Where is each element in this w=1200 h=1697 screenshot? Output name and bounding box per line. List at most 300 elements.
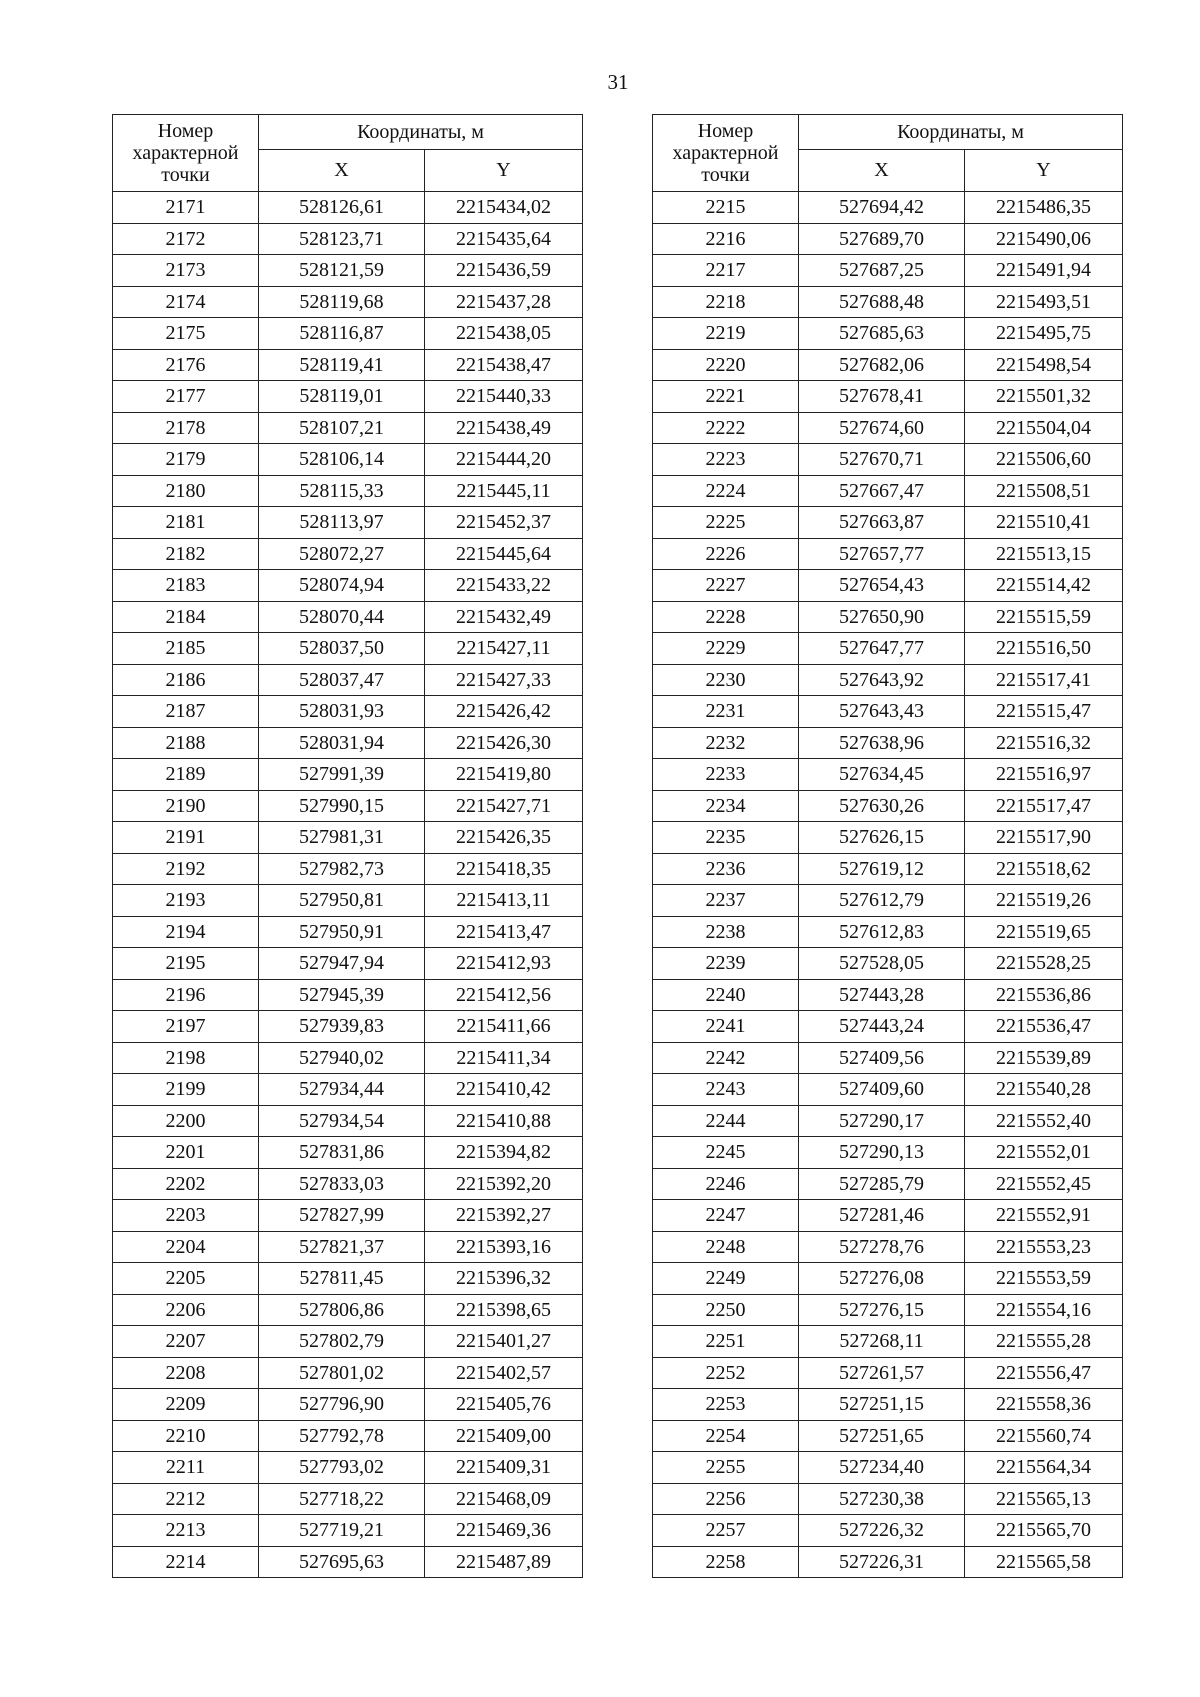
point-number-cell: 2217	[653, 255, 799, 287]
x-coordinate-cell: 527226,32	[799, 1515, 965, 1547]
point-number-cell: 2184	[113, 601, 259, 633]
y-coordinate-cell: 2215392,20	[425, 1168, 583, 1200]
x-coordinate-cell: 527945,39	[259, 979, 425, 1011]
y-coordinate-cell: 2215401,27	[425, 1326, 583, 1358]
x-coordinate-cell: 527694,42	[799, 192, 965, 224]
table-row	[113, 1326, 583, 1358]
x-coordinate-cell: 527831,86	[259, 1137, 425, 1169]
y-coordinate-cell: 2215556,47	[965, 1357, 1123, 1389]
x-coordinate-cell: 527689,70	[799, 223, 965, 255]
y-coordinate-cell: 2215540,28	[965, 1074, 1123, 1106]
y-coordinate-cell: 2215437,28	[425, 286, 583, 318]
point-number-cell: 2206	[113, 1294, 259, 1326]
point-number-cell: 2243	[653, 1074, 799, 1106]
x-coordinate-cell: 527792,78	[259, 1420, 425, 1452]
x-coordinate-cell: 527688,48	[799, 286, 965, 318]
table-row	[653, 475, 1123, 507]
y-coordinate-cell: 2215514,42	[965, 570, 1123, 602]
table-row	[113, 255, 583, 287]
x-coordinate-cell: 527718,22	[259, 1483, 425, 1515]
x-header: X	[259, 150, 425, 192]
point-number-cell: 2235	[653, 822, 799, 854]
table-row	[113, 822, 583, 854]
table-row	[653, 1137, 1123, 1169]
table-row	[653, 790, 1123, 822]
point-number-cell: 2213	[113, 1515, 259, 1547]
x-coordinate-cell: 527443,28	[799, 979, 965, 1011]
table-row	[113, 1357, 583, 1389]
y-coordinate-cell: 2215560,74	[965, 1420, 1123, 1452]
table-row	[113, 853, 583, 885]
point-number-cell: 2258	[653, 1546, 799, 1578]
point-number-cell: 2251	[653, 1326, 799, 1358]
x-coordinate-cell: 528119,01	[259, 381, 425, 413]
table-row	[113, 664, 583, 696]
table-row	[653, 853, 1123, 885]
table-row	[653, 1105, 1123, 1137]
x-coordinate-cell: 527981,31	[259, 822, 425, 854]
table-row	[113, 570, 583, 602]
coordinates-header: Координаты, м	[259, 115, 583, 150]
y-coordinate-cell: 2215411,66	[425, 1011, 583, 1043]
point-number-cell: 2178	[113, 412, 259, 444]
point-number-cell: 2240	[653, 979, 799, 1011]
table-row	[113, 1137, 583, 1169]
y-coordinate-cell: 2215412,56	[425, 979, 583, 1011]
y-coordinate-cell: 2215501,32	[965, 381, 1123, 413]
x-coordinate-cell: 527409,60	[799, 1074, 965, 1106]
point-number-cell: 2195	[113, 948, 259, 980]
table-row	[113, 349, 583, 381]
y-coordinate-cell: 2215427,71	[425, 790, 583, 822]
point-number-cell: 2194	[113, 916, 259, 948]
y-coordinate-cell: 2215434,02	[425, 192, 583, 224]
y-coordinate-cell: 2215516,97	[965, 759, 1123, 791]
table-row	[653, 1326, 1123, 1358]
y-coordinate-cell: 2215515,47	[965, 696, 1123, 728]
point-number-cell: 2224	[653, 475, 799, 507]
point-number-cell: 2226	[653, 538, 799, 570]
y-coordinate-cell: 2215392,27	[425, 1200, 583, 1232]
point-number-cell: 2212	[113, 1483, 259, 1515]
point-number-cell: 2204	[113, 1231, 259, 1263]
y-coordinate-cell: 2215552,01	[965, 1137, 1123, 1169]
table-row	[113, 475, 583, 507]
point-number-cell: 2198	[113, 1042, 259, 1074]
y-coordinate-cell: 2215495,75	[965, 318, 1123, 350]
table-row	[653, 286, 1123, 318]
table-row	[653, 1452, 1123, 1484]
x-coordinate-cell: 527528,05	[799, 948, 965, 980]
table-row	[653, 507, 1123, 539]
point-number-cell: 2205	[113, 1263, 259, 1295]
point-number-cell: 2233	[653, 759, 799, 791]
table-row	[113, 286, 583, 318]
y-header: Y	[965, 150, 1123, 192]
table-row	[653, 885, 1123, 917]
table-row	[113, 1105, 583, 1137]
y-coordinate-cell: 2215427,11	[425, 633, 583, 665]
y-coordinate-cell: 2215469,36	[425, 1515, 583, 1547]
y-coordinate-cell: 2215504,04	[965, 412, 1123, 444]
coordinates-table-left	[112, 114, 583, 1578]
y-coordinate-cell: 2215555,28	[965, 1326, 1123, 1358]
coordinates-header: Координаты, м	[799, 115, 1123, 150]
y-coordinate-cell: 2215413,11	[425, 885, 583, 917]
x-coordinate-cell: 527934,54	[259, 1105, 425, 1137]
table-row	[113, 916, 583, 948]
y-coordinate-cell: 2215506,60	[965, 444, 1123, 476]
point-number-cell: 2221	[653, 381, 799, 413]
table-row	[113, 979, 583, 1011]
point-number-cell: 2216	[653, 223, 799, 255]
x-coordinate-cell: 527719,21	[259, 1515, 425, 1547]
point-number-cell: 2209	[113, 1389, 259, 1421]
x-coordinate-cell: 527276,15	[799, 1294, 965, 1326]
point-number-cell: 2190	[113, 790, 259, 822]
table-row	[113, 1483, 583, 1515]
x-coordinate-cell: 527290,17	[799, 1105, 965, 1137]
y-coordinate-cell: 2215519,65	[965, 916, 1123, 948]
y-coordinate-cell: 2215553,59	[965, 1263, 1123, 1295]
point-number-cell: 2218	[653, 286, 799, 318]
y-coordinate-cell: 2215487,89	[425, 1546, 583, 1578]
table-row	[653, 223, 1123, 255]
table-row	[653, 759, 1123, 791]
y-coordinate-cell: 2215468,09	[425, 1483, 583, 1515]
x-coordinate-cell: 528074,94	[259, 570, 425, 602]
x-coordinate-cell: 528123,71	[259, 223, 425, 255]
point-number-cell: 2239	[653, 948, 799, 980]
x-coordinate-cell: 527670,71	[799, 444, 965, 476]
table-row	[113, 1074, 583, 1106]
x-coordinate-cell: 527657,77	[799, 538, 965, 570]
point-number-cell: 2232	[653, 727, 799, 759]
point-number-cell: 2186	[113, 664, 259, 696]
table-row	[653, 538, 1123, 570]
point-number-cell: 2175	[113, 318, 259, 350]
x-coordinate-cell: 527643,43	[799, 696, 965, 728]
y-coordinate-cell: 2215519,26	[965, 885, 1123, 917]
y-coordinate-cell: 2215433,22	[425, 570, 583, 602]
y-coordinate-cell: 2215516,32	[965, 727, 1123, 759]
y-coordinate-cell: 2215486,35	[965, 192, 1123, 224]
point-number-cell: 2201	[113, 1137, 259, 1169]
point-number-cell: 2244	[653, 1105, 799, 1137]
x-coordinate-cell: 527940,02	[259, 1042, 425, 1074]
x-coordinate-cell: 527226,31	[799, 1546, 965, 1578]
table-row	[653, 412, 1123, 444]
point-number-cell: 2188	[113, 727, 259, 759]
x-coordinate-cell: 528116,87	[259, 318, 425, 350]
table-row	[113, 1420, 583, 1452]
y-coordinate-cell: 2215516,50	[965, 633, 1123, 665]
table-row	[653, 1483, 1123, 1515]
x-coordinate-cell: 527947,94	[259, 948, 425, 980]
x-coordinate-cell: 527990,15	[259, 790, 425, 822]
x-coordinate-cell: 527678,41	[799, 381, 965, 413]
y-coordinate-cell: 2215409,31	[425, 1452, 583, 1484]
table-row	[113, 1389, 583, 1421]
y-coordinate-cell: 2215452,37	[425, 507, 583, 539]
y-coordinate-cell: 2215405,76	[425, 1389, 583, 1421]
y-coordinate-cell: 2215528,25	[965, 948, 1123, 980]
table-row	[113, 1515, 583, 1547]
x-coordinate-cell: 527268,11	[799, 1326, 965, 1358]
x-coordinate-cell: 527276,08	[799, 1263, 965, 1295]
table-body	[653, 192, 1123, 1578]
x-coordinate-cell: 527682,06	[799, 349, 965, 381]
point-number-cell: 2241	[653, 1011, 799, 1043]
y-coordinate-cell: 2215517,90	[965, 822, 1123, 854]
point-number-cell: 2223	[653, 444, 799, 476]
point-number-cell: 2231	[653, 696, 799, 728]
table-row	[653, 1357, 1123, 1389]
table-row	[653, 381, 1123, 413]
table-row	[113, 948, 583, 980]
table-row	[653, 318, 1123, 350]
point-number-cell: 2255	[653, 1452, 799, 1484]
x-coordinate-cell: 528119,41	[259, 349, 425, 381]
x-coordinate-cell: 528031,94	[259, 727, 425, 759]
x-coordinate-cell: 528037,50	[259, 633, 425, 665]
table-row	[653, 349, 1123, 381]
y-coordinate-cell: 2215445,11	[425, 475, 583, 507]
point-number-cell: 2211	[113, 1452, 259, 1484]
table-row	[653, 1200, 1123, 1232]
table-row	[113, 1200, 583, 1232]
table-row	[113, 759, 583, 791]
point-number-cell: 2173	[113, 255, 259, 287]
table-row	[113, 1294, 583, 1326]
table-row	[113, 1042, 583, 1074]
table-row	[653, 633, 1123, 665]
x-coordinate-cell: 527950,91	[259, 916, 425, 948]
x-coordinate-cell: 527251,15	[799, 1389, 965, 1421]
point-number-cell: 2222	[653, 412, 799, 444]
table-row	[113, 1263, 583, 1295]
y-coordinate-cell: 2215426,42	[425, 696, 583, 728]
x-coordinate-cell: 527281,46	[799, 1200, 965, 1232]
y-coordinate-cell: 2215413,47	[425, 916, 583, 948]
y-coordinate-cell: 2215402,57	[425, 1357, 583, 1389]
point-number-cell: 2193	[113, 885, 259, 917]
x-coordinate-cell: 527687,25	[799, 255, 965, 287]
table-row	[653, 1389, 1123, 1421]
x-coordinate-cell: 527991,39	[259, 759, 425, 791]
y-coordinate-cell: 2215552,91	[965, 1200, 1123, 1232]
table-row	[653, 979, 1123, 1011]
table-row	[113, 223, 583, 255]
point-number-cell: 2208	[113, 1357, 259, 1389]
x-coordinate-cell: 527811,45	[259, 1263, 425, 1295]
x-coordinate-cell: 528126,61	[259, 192, 425, 224]
x-coordinate-cell: 527982,73	[259, 853, 425, 885]
y-coordinate-cell: 2215552,45	[965, 1168, 1123, 1200]
y-coordinate-cell: 2215427,33	[425, 664, 583, 696]
point-number-cell: 2220	[653, 349, 799, 381]
x-coordinate-cell: 527612,83	[799, 916, 965, 948]
y-coordinate-cell: 2215491,94	[965, 255, 1123, 287]
x-coordinate-cell: 528115,33	[259, 475, 425, 507]
y-coordinate-cell: 2215490,06	[965, 223, 1123, 255]
y-coordinate-cell: 2215564,34	[965, 1452, 1123, 1484]
table-row	[653, 444, 1123, 476]
table-row	[113, 1231, 583, 1263]
x-coordinate-cell: 527251,65	[799, 1420, 965, 1452]
point-number-cell: 2192	[113, 853, 259, 885]
table-row	[653, 192, 1123, 224]
y-coordinate-cell: 2215498,54	[965, 349, 1123, 381]
y-coordinate-cell: 2215539,89	[965, 1042, 1123, 1074]
table-row	[653, 601, 1123, 633]
x-coordinate-cell: 527285,79	[799, 1168, 965, 1200]
y-coordinate-cell: 2215426,30	[425, 727, 583, 759]
y-coordinate-cell: 2215436,59	[425, 255, 583, 287]
table-body	[113, 192, 583, 1578]
point-number-cell: 2257	[653, 1515, 799, 1547]
table-row	[113, 633, 583, 665]
x-coordinate-cell: 527619,12	[799, 853, 965, 885]
y-coordinate-cell: 2215565,58	[965, 1546, 1123, 1578]
table-row	[653, 570, 1123, 602]
point-number-cell: 2172	[113, 223, 259, 255]
x-coordinate-cell: 527950,81	[259, 885, 425, 917]
x-coordinate-cell: 527806,86	[259, 1294, 425, 1326]
point-number-cell: 2228	[653, 601, 799, 633]
table-row	[653, 1294, 1123, 1326]
y-coordinate-cell: 2215438,05	[425, 318, 583, 350]
point-number-cell: 2238	[653, 916, 799, 948]
x-coordinate-cell: 527647,77	[799, 633, 965, 665]
x-coordinate-cell: 527638,96	[799, 727, 965, 759]
point-number-cell: 2180	[113, 475, 259, 507]
y-coordinate-cell: 2215419,80	[425, 759, 583, 791]
table-row	[113, 412, 583, 444]
table-row	[113, 1011, 583, 1043]
table-row	[653, 1420, 1123, 1452]
table-row	[653, 1042, 1123, 1074]
table-row	[113, 1168, 583, 1200]
x-coordinate-cell: 527934,44	[259, 1074, 425, 1106]
y-coordinate-cell: 2215432,49	[425, 601, 583, 633]
y-coordinate-cell: 2215412,93	[425, 948, 583, 980]
table-row	[653, 948, 1123, 980]
y-coordinate-cell: 2215493,51	[965, 286, 1123, 318]
x-coordinate-cell: 527630,26	[799, 790, 965, 822]
table-header	[113, 115, 583, 192]
x-coordinate-cell: 527793,02	[259, 1452, 425, 1484]
y-coordinate-cell: 2215438,47	[425, 349, 583, 381]
table-row	[653, 1011, 1123, 1043]
y-coordinate-cell: 2215552,40	[965, 1105, 1123, 1137]
table-row	[113, 444, 583, 476]
y-coordinate-cell: 2215554,16	[965, 1294, 1123, 1326]
y-coordinate-cell: 2215445,64	[425, 538, 583, 570]
x-coordinate-cell: 527667,47	[799, 475, 965, 507]
x-coordinate-cell: 527634,45	[799, 759, 965, 791]
point-number-cell: 2191	[113, 822, 259, 854]
y-coordinate-cell: 2215518,62	[965, 853, 1123, 885]
table-row	[653, 696, 1123, 728]
y-coordinate-cell: 2215515,59	[965, 601, 1123, 633]
x-coordinate-cell: 527626,15	[799, 822, 965, 854]
y-coordinate-cell: 2215565,70	[965, 1515, 1123, 1547]
y-coordinate-cell: 2215565,13	[965, 1483, 1123, 1515]
x-coordinate-cell: 527612,79	[799, 885, 965, 917]
y-coordinate-cell: 2215536,86	[965, 979, 1123, 1011]
x-coordinate-cell: 528070,44	[259, 601, 425, 633]
x-coordinate-cell: 528037,47	[259, 664, 425, 696]
point-number-cell: 2179	[113, 444, 259, 476]
point-number-cell: 2183	[113, 570, 259, 602]
table-row	[113, 192, 583, 224]
table-row	[113, 696, 583, 728]
y-coordinate-cell: 2215517,41	[965, 664, 1123, 696]
x-header: X	[799, 150, 965, 192]
point-number-header: Номер характерной точки	[653, 115, 799, 192]
table-row	[653, 255, 1123, 287]
point-number-cell: 2237	[653, 885, 799, 917]
point-number-cell: 2171	[113, 192, 259, 224]
y-coordinate-cell: 2215438,49	[425, 412, 583, 444]
x-coordinate-cell: 527663,87	[799, 507, 965, 539]
x-coordinate-cell: 528072,27	[259, 538, 425, 570]
point-number-cell: 2210	[113, 1420, 259, 1452]
point-number-cell: 2176	[113, 349, 259, 381]
y-coordinate-cell: 2215393,16	[425, 1231, 583, 1263]
point-number-cell: 2214	[113, 1546, 259, 1578]
point-number-cell: 2215	[653, 192, 799, 224]
point-number-cell: 2187	[113, 696, 259, 728]
x-coordinate-cell: 527409,56	[799, 1042, 965, 1074]
point-number-cell: 2229	[653, 633, 799, 665]
x-coordinate-cell: 527290,13	[799, 1137, 965, 1169]
y-header: Y	[425, 150, 583, 192]
point-number-cell: 2247	[653, 1200, 799, 1232]
x-coordinate-cell: 527821,37	[259, 1231, 425, 1263]
point-number-cell: 2174	[113, 286, 259, 318]
y-coordinate-cell: 2215396,32	[425, 1263, 583, 1295]
table-row	[653, 664, 1123, 696]
point-number-cell: 2234	[653, 790, 799, 822]
table-row	[113, 318, 583, 350]
point-number-cell: 2199	[113, 1074, 259, 1106]
table-row	[653, 1515, 1123, 1547]
y-coordinate-cell: 2215409,00	[425, 1420, 583, 1452]
point-number-cell: 2197	[113, 1011, 259, 1043]
point-number-cell: 2252	[653, 1357, 799, 1389]
table-row	[653, 1231, 1123, 1263]
x-coordinate-cell: 527654,43	[799, 570, 965, 602]
y-coordinate-cell: 2215513,15	[965, 538, 1123, 570]
table-row	[113, 1452, 583, 1484]
point-number-cell: 2236	[653, 853, 799, 885]
y-coordinate-cell: 2215418,35	[425, 853, 583, 885]
y-coordinate-cell: 2215410,88	[425, 1105, 583, 1137]
y-coordinate-cell: 2215411,34	[425, 1042, 583, 1074]
point-number-cell: 2185	[113, 633, 259, 665]
point-number-cell: 2203	[113, 1200, 259, 1232]
table-row	[113, 507, 583, 539]
table-row	[113, 538, 583, 570]
point-number-cell: 2181	[113, 507, 259, 539]
y-coordinate-cell: 2215435,64	[425, 223, 583, 255]
point-number-cell: 2242	[653, 1042, 799, 1074]
x-coordinate-cell: 527261,57	[799, 1357, 965, 1389]
table-row	[113, 885, 583, 917]
x-coordinate-cell: 527643,92	[799, 664, 965, 696]
